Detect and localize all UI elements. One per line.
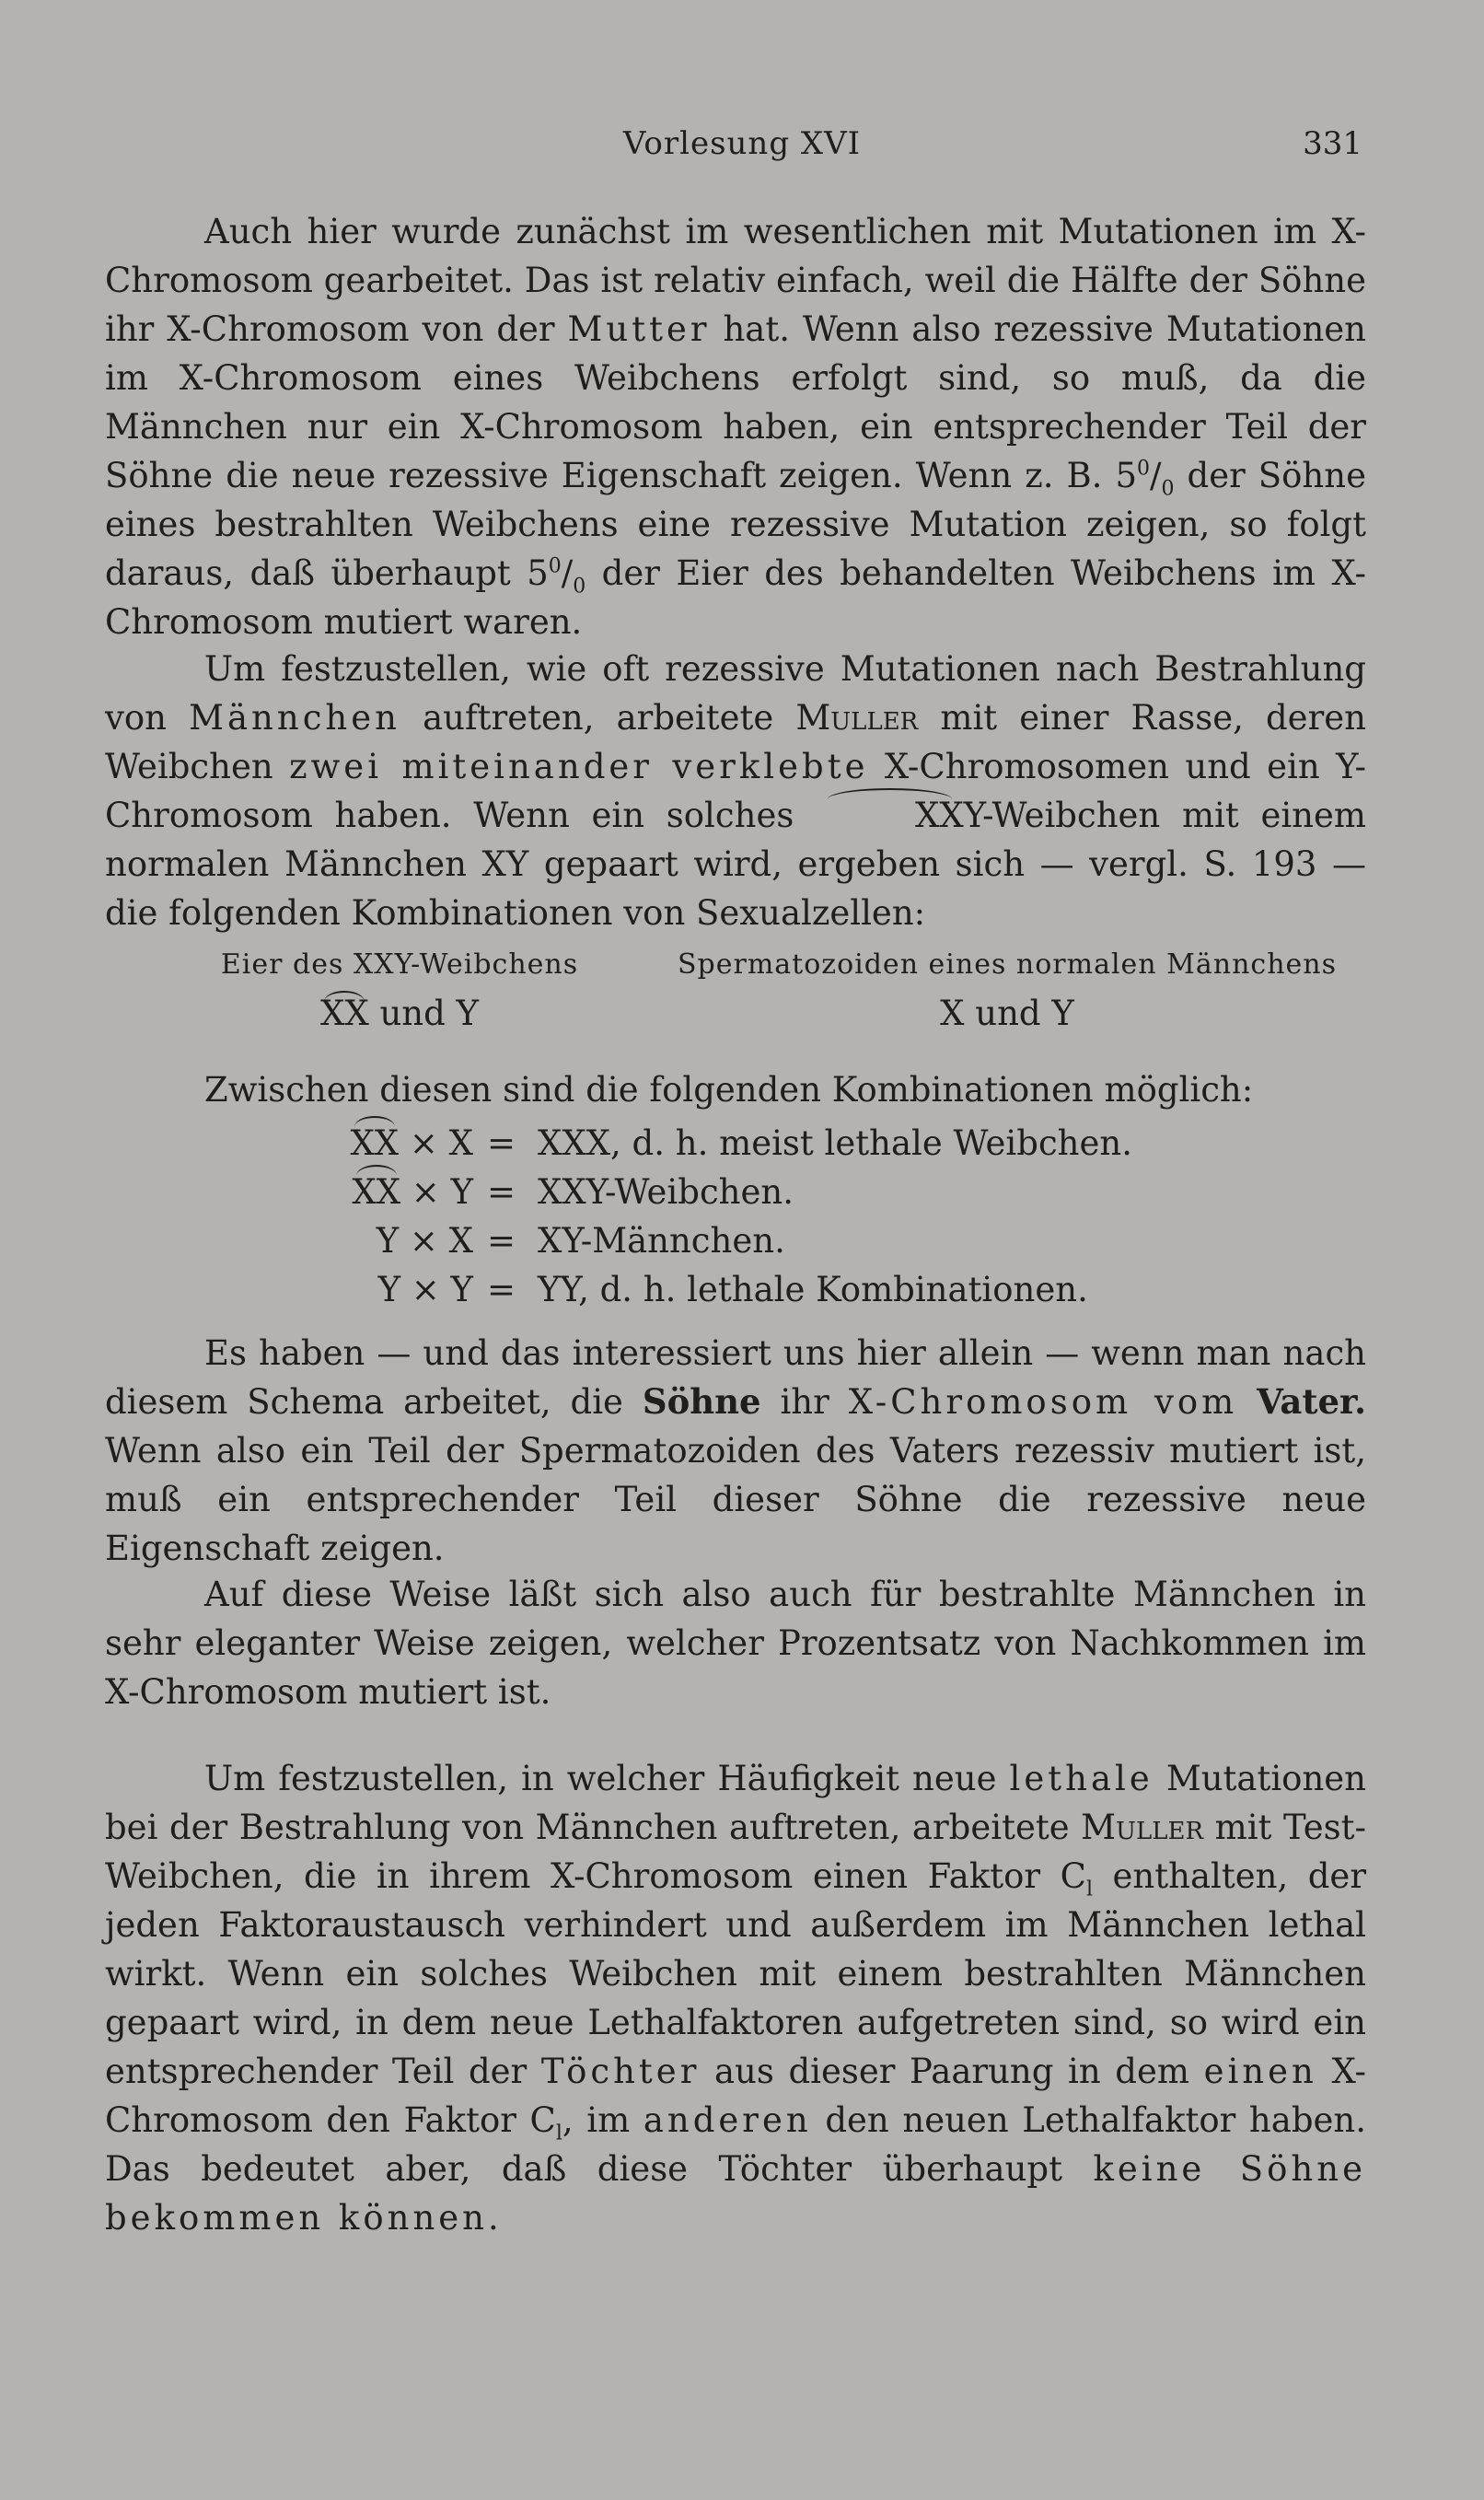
page-number: 331 [1303, 125, 1362, 162]
paragraph-3: Es haben — und das interessiert uns hier allein — wenn man nach diesem Schema arbeitet, die Söhne ihr X-Chromosom vom Vater. Wenn also ein Teil der Spermatozoiden des Vaters rezessiv mutiert ist, muß ein entsprechender Teil dieser Söhne die rezessive neue Eigenschaft zeigen. [105, 1333, 1366, 1568]
paragraph-2: Um festzustellen, wie oft rezessive Mutationen nach Bestrahlung von Männchen auftreten, arbeitete Muller mit einer Rasse, deren Weibchen zwei miteinander verklebte X-Chromosomen und ein Y-Chromosom haben. Wenn ein solches XXY-Weibchen mit einem normalen Männchen XY gepaart wird, ergeben sich — vergl. S. 193 — die folgenden Kombinationen von Sexualzellen: [105, 649, 1367, 933]
paragraph-5: Um festzustellen, in welcher Häufigkeit neue lethale Mutationen bei der Bestrahlung von Männchen auftreten, arbeitete Muller mit Test-Weibchen, die in ihrem X-Chromosom einen Faktor $C_l$ enthalten, der jeden Faktoraustausch verhindert und außerdem im Männchen lethal wirkt. Wenn ein solches Weibchen mit einem bestrahlten Männchen gepaart wird, in dem neue Lethalfaktoren aufgetreten sind, so wird ein entsprechender Teil der Töchter aus dieser Paarung in dem einen X-Chromosom den Faktor $C_l$, im anderen den neuen Lethalfaktor haben. Das bedeutet aber, daß diese Töchter überhaupt keine Söhne bekommen können. [105, 1759, 1367, 2238]
egg-column: Eier des XXY-Weibchens XX und Y [220, 948, 579, 1033]
paragraph-1: Auch hier wurde zunächst im wesentlichen mit Mutationen im X-Chromosom gearbeitet. Das ist relativ einfach, weil die Hälfte der Söhne ihr X-Chromosom von der Mutter hat. Wenn also rezessive Mutationen im X-Chromosom eines Weibchens erfolgt sind, so muß, da die Männchen nur ein X-Chromosom haben, ein entsprechender Teil der Söhne die neue rezessive Eigenschaft zeigen. Wenn z. B. $5^0/_0$ der Söhne eines bestrahlten Weibchens eine rezessive Mutation zeigen, so folgt daraus, daß überhaupt $5^0/_0$ der Eier des behandelten Weibchens im X-Chromosom mutiert waren. [105, 212, 1366, 642]
combinations-intro: Zwischen diesen sind die folgenden Kombinationen möglich: [204, 1070, 1254, 1110]
running-title: Vorlesung XVI [622, 125, 862, 162]
equation-row: XX × Y = XXY-Weibchen. [105, 1168, 1366, 1216]
sperm-column: Spermatozoiden eines normalen Männchens X und Y [677, 948, 1338, 1033]
combination-equations [105, 1119, 1366, 1314]
gamete-combination-table [105, 948, 1366, 1050]
page-header [0, 125, 1484, 171]
equation-row: XX × X = XXX, d. h. meist lethale Weibchen. [105, 1119, 1366, 1168]
paragraph-4: Auf diese Weise läßt sich also auch für bestrahlte Männchen in sehr eleganter Weise zeigen, welcher Prozentsatz von Nachkommen im X-Chromosom mutiert ist. [105, 1575, 1366, 1712]
equation-row: Y × X = XY-Männchen. [376, 1221, 785, 1261]
equation-row: Y × Y = YY, d. h. lethale Kombinationen. [377, 1270, 1088, 1309]
